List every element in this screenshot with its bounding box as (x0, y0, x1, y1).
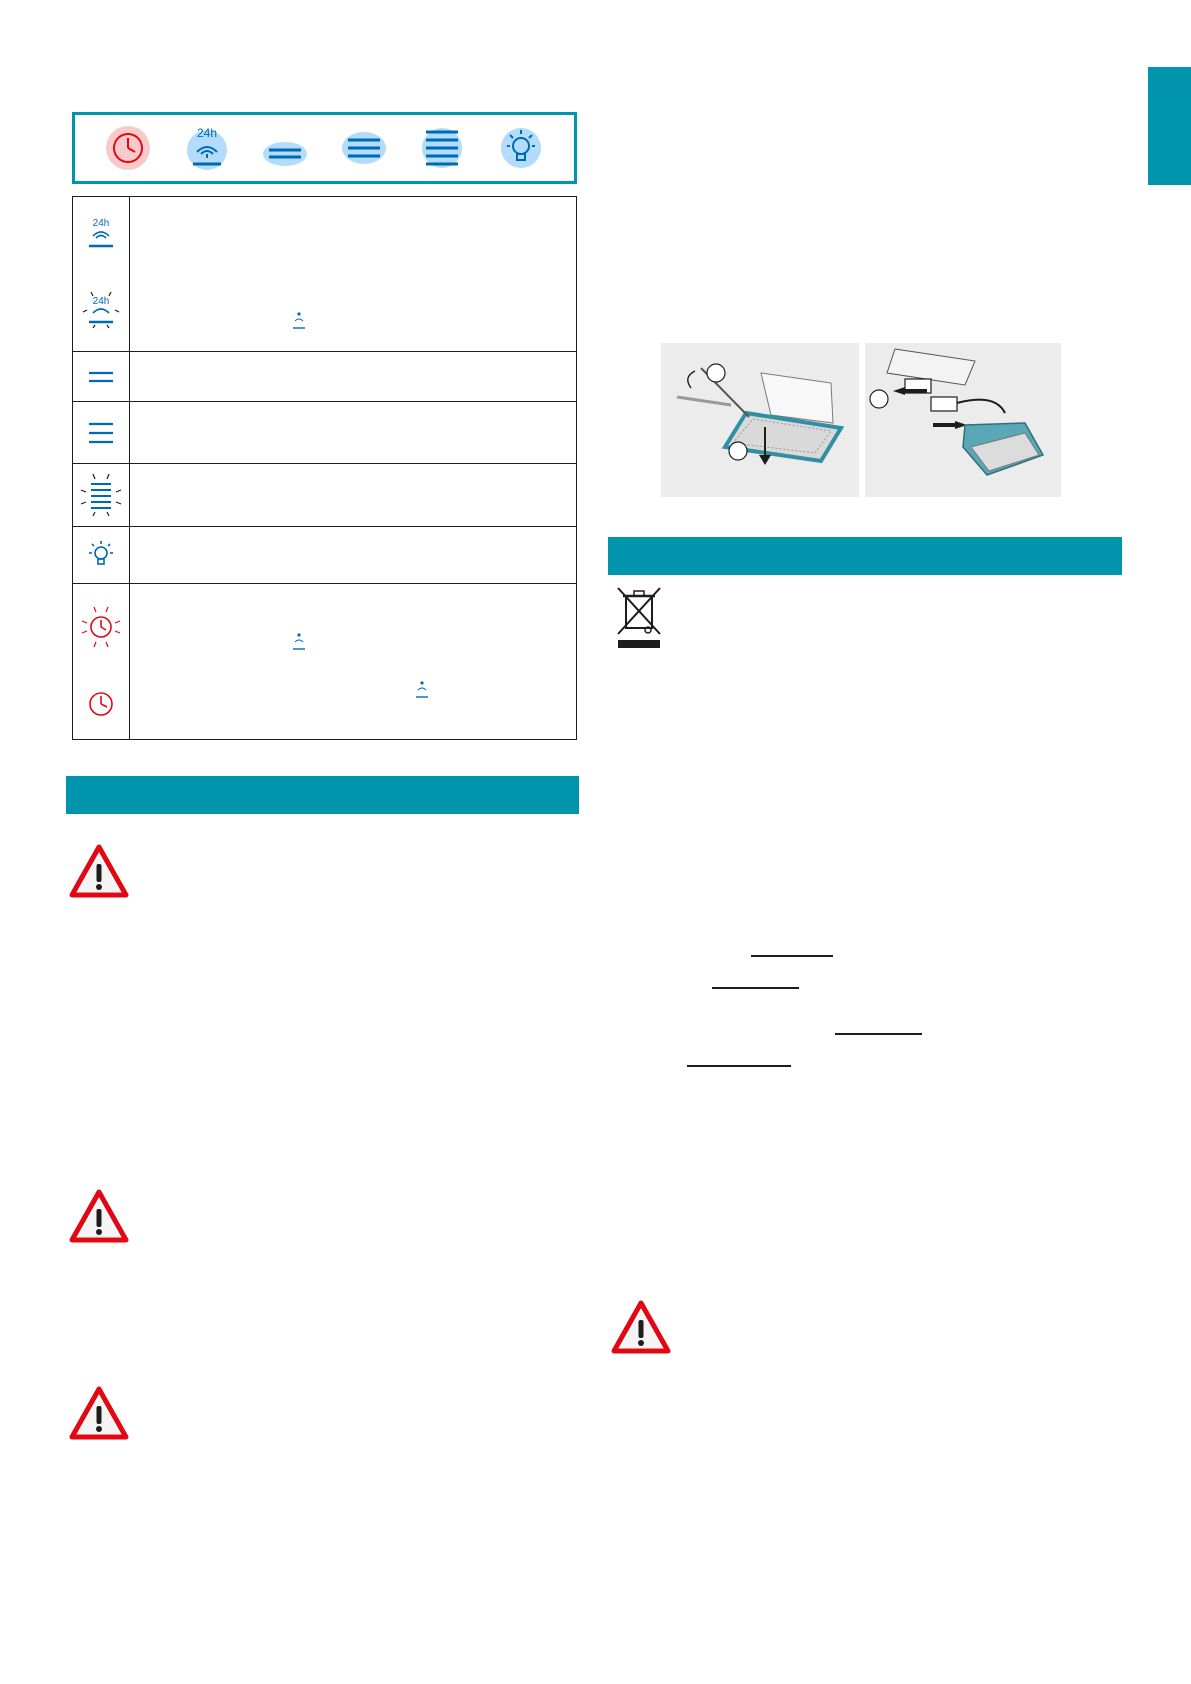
strip-24h-label: 24h (196, 126, 217, 140)
light-bulb-icon (497, 124, 545, 172)
table-row (73, 464, 577, 527)
filter-connector-illustration (865, 343, 1061, 497)
underline-rule (712, 987, 799, 989)
row-24h-blink-label: 24h (92, 296, 110, 307)
underline-rule (835, 1033, 922, 1035)
fan-speed-3-blinking-icon (79, 472, 123, 518)
underline-rule (751, 955, 833, 957)
section-header-bar (608, 537, 1122, 575)
control-panel-icon-strip (72, 112, 577, 184)
table-row (73, 352, 577, 402)
language-tab (1148, 67, 1191, 185)
light-bulb-icon (86, 540, 116, 570)
step-callout (729, 442, 747, 460)
24h-small-icon (292, 311, 306, 331)
function-table (72, 196, 577, 740)
24h-small-icon (415, 680, 429, 700)
table-row (73, 527, 577, 584)
row-24h-label: 24h (92, 218, 110, 229)
warning-triangle-icon (69, 1386, 129, 1440)
fan-speed-2-icon (88, 421, 114, 445)
crossed-out-wheelie-bin-icon (612, 584, 666, 650)
warning-triangle-icon (611, 1300, 671, 1354)
24h-ventilation-icon (86, 216, 116, 250)
fan-speed-1-icon (88, 369, 114, 385)
fan-speed-3-icon (418, 124, 466, 172)
timer-clock-icon (104, 124, 152, 172)
warning-triangle-icon (69, 844, 129, 898)
table-row (73, 584, 577, 740)
underline-rule (687, 1065, 791, 1067)
24h-ventilation-icon (183, 124, 231, 172)
timer-clock-icon (87, 690, 115, 718)
timer-clock-blinking-icon (80, 605, 122, 649)
table-row (73, 402, 577, 464)
section-header-bar (66, 776, 579, 814)
step-callout (707, 364, 725, 382)
warning-triangle-icon (69, 1189, 129, 1243)
filter-removal-illustration (661, 343, 859, 497)
step-callout (870, 390, 888, 408)
table-row (73, 197, 577, 352)
fan-speed-2-icon (340, 124, 388, 172)
fan-speed-1-icon (261, 124, 309, 172)
24h-small-icon (292, 632, 306, 652)
24h-ventilation-blinking-icon (81, 288, 121, 332)
